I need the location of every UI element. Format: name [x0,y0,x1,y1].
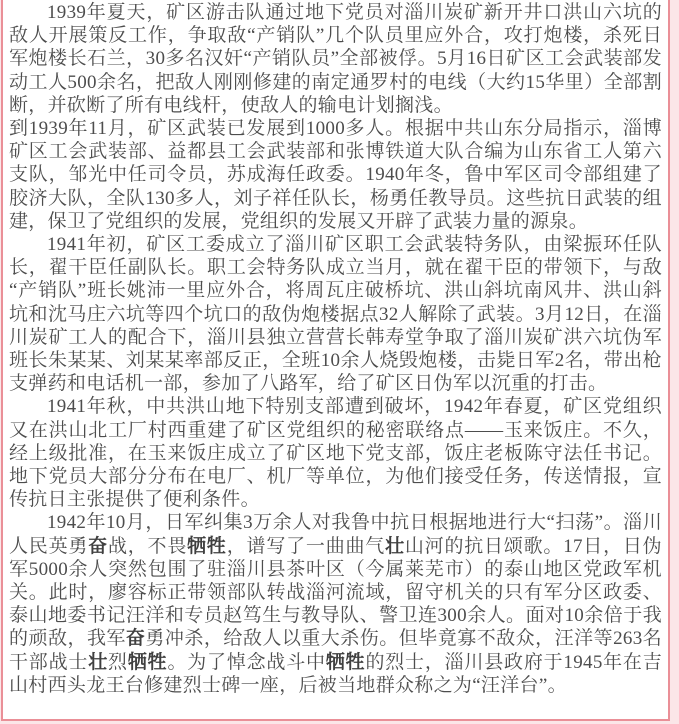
paragraph-1 [9,1,662,117]
body-text: 烈 [108,651,128,673]
article-text [3,0,668,719]
emphasized-text: 奋 [125,628,146,650]
emphasized-text: 牺牲 [187,535,227,557]
emphasized-text: 壮 [88,651,109,673]
body-text: 1941年初，矿区工委成立了淄川矿区职工会武装特务队，由梁振环任队长，翟干臣任副队长。职工会特务队成立当月，就在翟干臣的带领下，与敌“产销队”班长姚沛一里应外合，将周瓦庄破桥坑、洪山斜坑南风井、洪山斜坑和沈马庄六坑等四个坑口的敌伪炮楼据点32人解除了武装。3月12日，在淄川炭矿工人的配合下，淄川县独立营营长韩寿堂争取了淄川炭矿洪六坑伪军班长朱某某、刘某某率部反正，全班10余人烧毁炮楼，击毙日军2名，带出枪支弹药和电话机一部，参加了八路军，给了矿区日伪军以沉重的打击。 [9,234,662,395]
paragraph-4 [9,395,662,511]
emphasized-text: 奋 [88,535,108,557]
body-text: ，谱写了一曲曲气 [226,535,386,557]
body-text: 勇冲杀，给敌人以重大杀伤。但毕竟寡不敌众，汪洋等263名干部战士 [9,628,662,673]
body-text: 1942年10月，日军纠集3万余人对我鲁中抗日根据地进行大“扫荡”。淄川人民英勇 [9,512,662,557]
body-text: 到1939年11月，矿区武装已发展到1000多人。根据中共山东分局指示，淄博矿区工会武装部、益都县工会武装部和张博铁道大队合编为山东省工人第六支队，邹光中任司令员，苏成海任政委。1940年冬，鲁中军区司令部组建了胶济大队，全队130多人，刘子祥任队长，杨勇任教导员。这些抗日武装的组建，保卫了党组织的发展，党组织的发展又开辟了武装力量的源泉。 [9,118,662,232]
document-page [1,0,670,721]
paragraph-5 [9,511,662,697]
paragraph-2 [9,117,662,233]
body-text: 1941年秋，中共洪山地下特别支部遭到破坏，1942年春夏，矿区党组织又在洪山北工厂村西重建了矿区党组织的秘密联络点——玉来饭庄。不久，经上级批准，在玉来饭庄成立了矿区地下党支部，饭庄老板陈守法任书记。地下党员大部分分布在电厂、机厂等单位，为他们接受任务，传送情报，宣传抗日主张提供了便利条件。 [9,396,662,511]
body-text: 山河的抗日颂歌。17日，日伪军5000余人突然包围了驻淄川县茶叶区（今属莱芜市）的泰山地区党政军机关。此时，廖容标正带领部队转战淄河流域，留守机关的只有军分区政委、泰山地委书记汪洋和专员赵笃生与教导队、警卫连300余人。面对10余倍于我的顽敌，我军 [9,535,662,650]
paragraph-3 [9,233,662,395]
body-text: 1939年夏天，矿区游击队通过地下党员对淄川炭矿新开井口洪山六坑的敌人开展策反工作，争取敌“产销队”几个队员里应外合，攻打炮楼，杀死日军炮楼长石兰，30多名汉奸“产销队员”全部被俘。5月16日矿区工会武装部发动工人500余名，把敌人刚刚修建的南定通罗村的电线（大约15华里）全部割断，并砍断了所有电线杆，使敌人的输电计划搁浅。 [9,2,662,116]
emphasized-text: 牺牲 [325,651,366,673]
emphasized-text: 牺牲 [127,651,168,673]
body-text: 。为了悼念战斗中 [167,651,326,673]
body-text: 战，不畏 [107,535,188,557]
emphasized-text: 壮 [385,535,405,557]
body-text: 的烈士，淄川县政府于1945年在吉山村西头龙王台修建烈士碑一座，后被当地群众称之为“汪洋台”。 [9,651,663,696]
